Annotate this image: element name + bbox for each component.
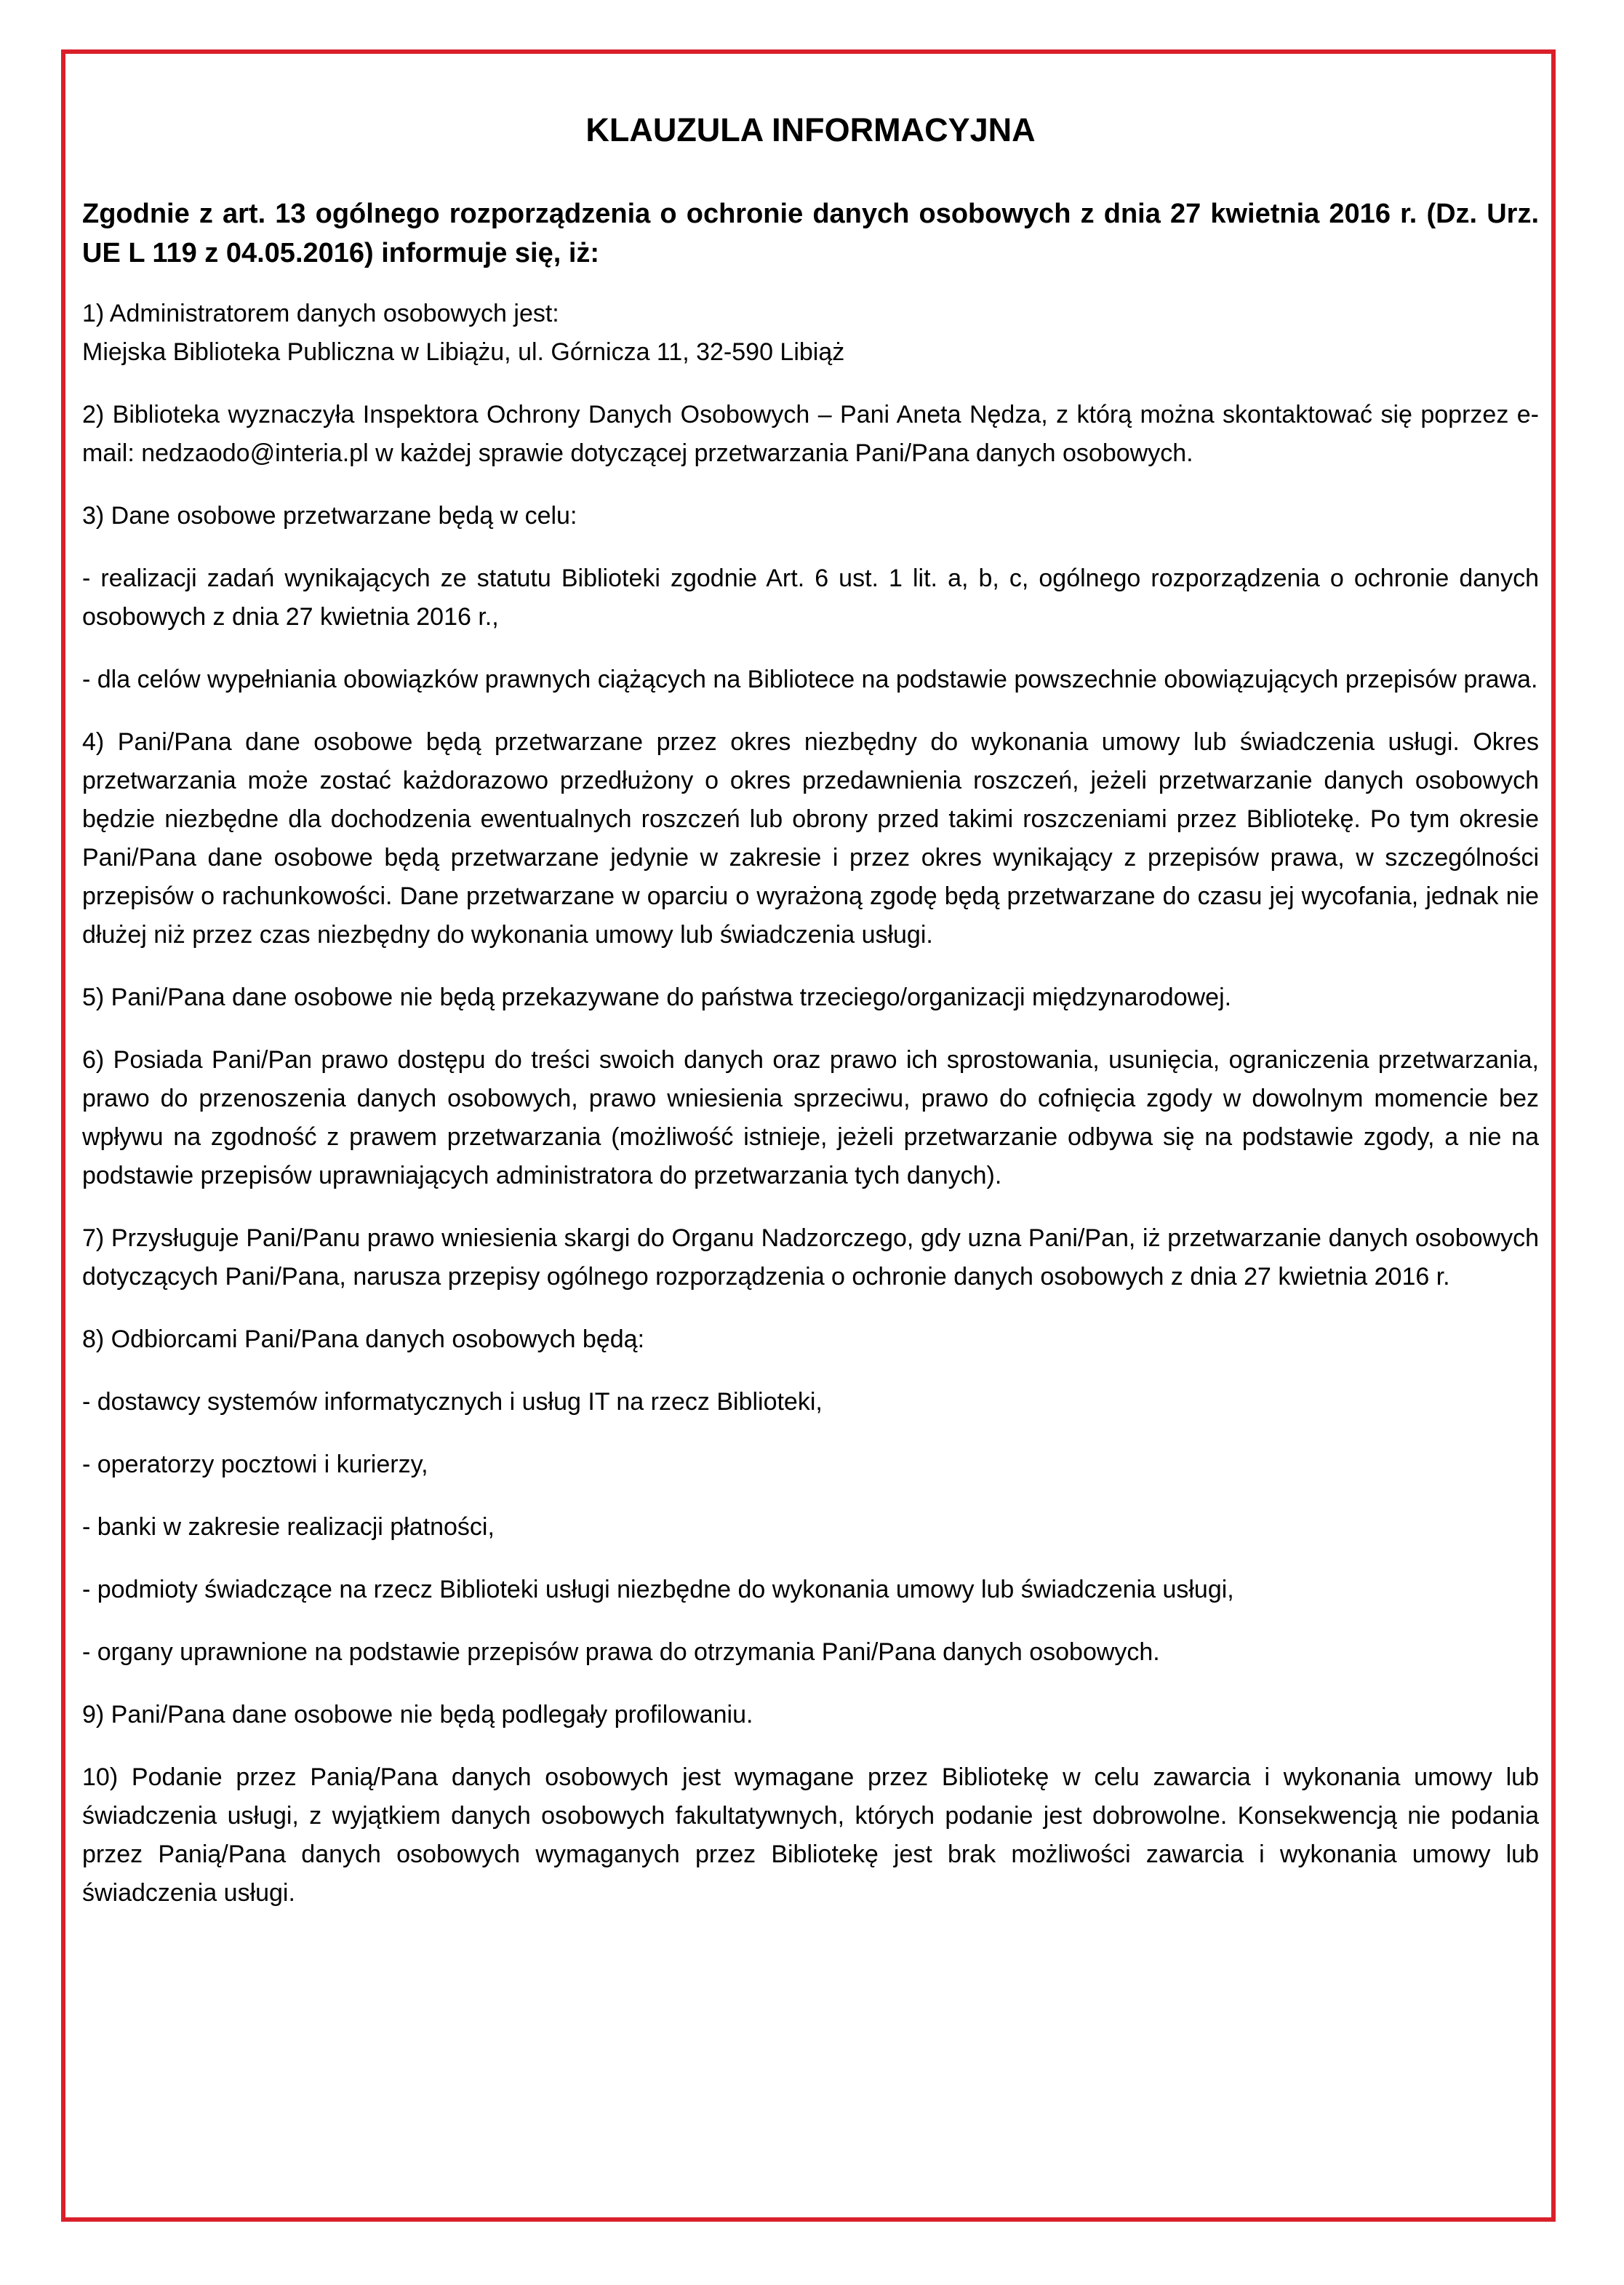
paragraph-5-transfer: 5) Pani/Pana dane osobowe nie będą przekazywane do państwa trzeciego/organizacji międzynarodowej.: [82, 984, 1232, 1011]
paragraph-6-rights: 6) Posiada Pani/Pan prawo dostępu do treści swoich danych oraz prawo ich sprostowania, usunięcia, ograniczenia przetwarzania, prawo do przenoszenia danych osobowych, prawo wniesienia sprzeciwu, prawo do cofnięcia zgody w dowolnym momencie bez wpływu na zgodność z prawem przetwarzania (możliwość istnieje, jeżeli przetwarzanie odbywa się na podstawie zgody, a nie na podstawie przepisów uprawniających administratora do przetwarzania tych danych).: [82, 1046, 1539, 1189]
recipient-item: - dostawcy systemów informatycznych i usług IT na rzecz Biblioteki,: [82, 1388, 823, 1416]
recipient-item: - organy uprawnione na podstawie przepisów prawa do otrzymania Pani/Pana danych osobowych.: [82, 1638, 1160, 1666]
intro-paragraph: Zgodnie z art. 13 ogólnego rozporządzenia o ochronie danych osobowych z dnia 27 kwietnia 2016 r. (Dz. Urz. UE L 119 z 04.05.2016) informuje się, iż:: [82, 199, 1539, 268]
paragraph-4-retention: 4) Pani/Pana dane osobowe będą przetwarzane przez okres niezbędny do wykonania umowy lub świadczenia usługi. Okres przetwarzania może zostać każdorazowo przedłużony o okres przedawnienia roszczeń, jeżeli przetwarzanie danych osobowych będzie niezbędne dla dochodzenia ewentualnych roszczeń lub obrony przed takimi roszczeniami przez Bibliotekę. Po tym okresie Pani/Pana dane osobowe będą przetwarzane jedynie w zakresie i przez okres wynikający z przepisów prawa, w szczególności przepisów o rachunkowości. Dane przetwarzane w oparciu o wyrażoną zgodę będą przetwarzane do czasu jej wycofania, jednak nie dłużej niż przez czas niezbędny do wykonania umowy lub świadczenia usługi.: [82, 728, 1539, 949]
paragraph-1-administrator: [82, 295, 1539, 372]
paragraph-1-line-1: 1) Administratorem danych osobowych jest:: [82, 300, 559, 327]
document-title: KLAUZULA INFORMACYJNA: [585, 111, 1036, 148]
paragraph-3-purpose: 3) Dane osobowe przetwarzane będą w celu:: [82, 502, 577, 530]
recipient-item: - banki w zakresie realizacji płatności,: [82, 1513, 495, 1541]
paragraph-10-requirement: 10) Podanie przez Panią/Pana danych osobowych jest wymagane przez Bibliotekę w celu zawarcia i wykonania umowy lub świadczenia usługi, z wyjątkiem danych osobowych fakultatywnych, których podanie jest dobrowolne. Konsekwencją nie podania przez Panią/Pana danych osobowych wymaganych przez Bibliotekę jest brak możliwości zawarcia i wykonania umowy lub świadczenia usługi.: [82, 1763, 1539, 1907]
paragraph-9-profiling: 9) Pani/Pana dane osobowe nie będą podlegały profilowaniu.: [82, 1701, 753, 1728]
paragraph-1-line-2: Miejska Biblioteka Publiczna w Libiążu, ul. Górnicza 11, 32-590 Libiąż: [82, 338, 845, 366]
paragraph-8-recipients: 8) Odbiorcami Pani/Pana danych osobowych będą:: [82, 1325, 645, 1353]
paragraph-3-item-b: - dla celów wypełniania obowiązków prawnych ciążących na Bibliotece na podstawie powszechnie obowiązujących przepisów prawa.: [82, 666, 1538, 693]
recipient-item: - podmioty świadczące na rzecz Biblioteki usługi niezbędne do wykonania umowy lub świadczenia usługi,: [82, 1576, 1234, 1603]
recipient-item: - operatorzy pocztowi i kurierzy,: [82, 1451, 428, 1478]
paragraph-2-inspector: 2) Biblioteka wyznaczyła Inspektora Ochrony Danych Osobowych – Pani Aneta Nędza, z którą można skontaktować się poprzez e-mail: nedzaodo@interia.pl w każdej sprawie dotyczącej przetwarzania Pani/Pana danych osobowych.: [82, 401, 1539, 467]
document-body: [82, 109, 1539, 1913]
paragraph-3-item-a: - realizacji zadań wynikających ze statutu Biblioteki zgodnie Art. 6 ust. 1 lit. a, b, c, ogólnego rozporządzenia o ochronie danych osobowych z dnia 27 kwietnia 2016 r.,: [82, 565, 1539, 631]
paragraph-7-complaint: 7) Przysługuje Pani/Panu prawo wniesienia skargi do Organu Nadzorczego, gdy uzna Pani/Pan, iż przetwarzanie danych osobowych dotyczących Pani/Pana, narusza przepisy ogólnego rozporządzenia o ochronie danych osobowych z dnia 27 kwietnia 2016 r.: [82, 1224, 1539, 1291]
